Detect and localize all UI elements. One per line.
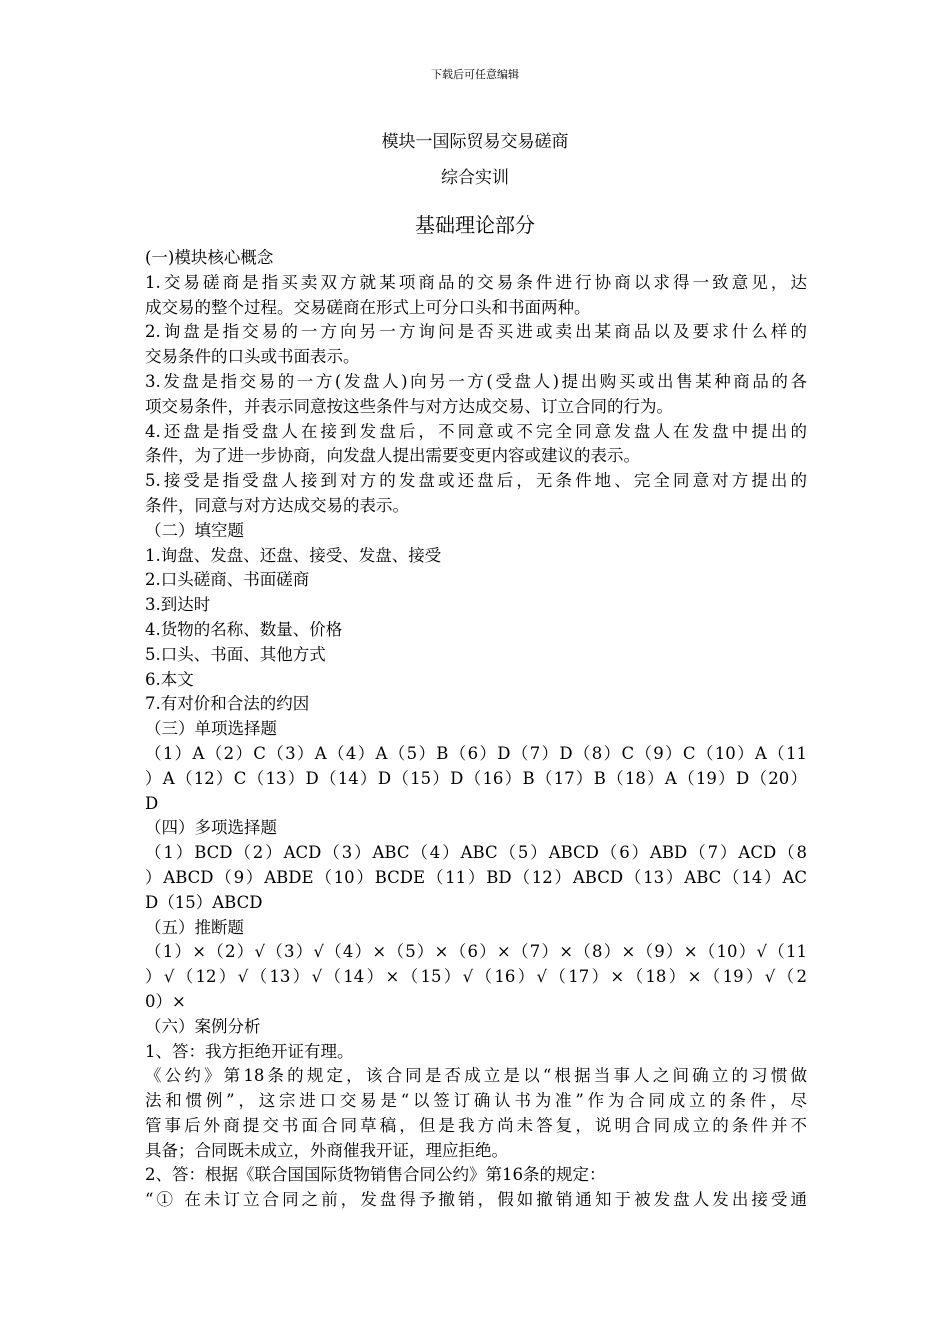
text-line: 条件，为了进一步协商，向发盘人提出需要变更内容或建议的表示。 [145,446,640,466]
text-line: D [145,793,159,813]
text-line: D（15）ABCD [145,892,263,912]
text-line: 管事后外商提交书面合同草稿，但是我方尚未答复，说明合同成立的条件并不 [145,1115,807,1135]
body-text [145,246,807,1213]
text-line: 条件，同意与对方达成交易的表示。 [145,495,409,515]
training-title: 综合实训 [441,168,509,188]
text-line: 1.交易磋商是指买卖双方就某项商品的交易条件进行协商以求得一致意见，达 [145,272,807,292]
text-line: 《公约》第18条的规定，该合同是否成立是以“根据当事人之间确立的习惯做 [145,1066,807,1086]
module-title: 模块一国际贸易交易磋商 [381,132,569,152]
text-line: 4.还盘是指受盘人在接到发盘后，不同意或不完全同意发盘人在发盘中提出的 [145,421,807,441]
text-line: 具备；合同既未成立，外商催我开证，理应拒绝。 [145,1140,508,1160]
text-line: 3.到达时 [145,595,211,615]
text-line: 6.本文 [145,669,194,689]
text-line: “① 在未订立合同之前，发盘得予撤销，假如撤销通知于被发盘人发出接受通 [145,1190,807,1210]
text-line: 7.有对价和合法的约因 [145,694,310,714]
text-line: 5.口头、书面、其他方式 [145,644,326,664]
text-line: （1）BCD（2）ACD（3）ABC（4）ABC（5）ABCD（6）ABD（7）ACD（8 [145,843,807,863]
text-line: （三）单项选择题 [145,719,277,739]
text-line: （五）推断题 [145,917,244,937]
section-title: 基础理论部分 [415,213,535,237]
text-line: ）ABCD（9）ABDE（10）BCDE（11）BD（12）ABCD（13）ABC（14）AC [145,867,807,887]
text-line: 交易条件的口头或书面表示。 [145,347,360,367]
text-line: (一)模块核心概念 [145,248,274,267]
text-line: ）A（12）C（13）D（14）D（15）D（16）B（17）B（18）A（19）D（20） [145,768,807,788]
header-note: 下载后可任意编辑 [431,68,519,81]
text-line: 5.接受是指受盘人接到对方的发盘或还盘后，无条件地、完全同意对方提出的 [145,471,807,491]
text-line: 1.询盘、发盘、还盘、接受、发盘、接受 [145,545,442,565]
text-line: 1、答：我方拒绝开证有理。 [145,1041,354,1061]
text-line: （1）×（2）√（3）√（4）×（5）×（6）×（7）×（8）×（9）×（10）√（11 [145,942,807,962]
text-line: （1）A（2）C（3）A（4）A（5）B（6）D（7）D（8）C（9）C（10）A（11 [145,743,807,763]
text-line: 4.货物的名称、数量、价格 [145,619,343,639]
text-line: 成交易的整个过程。交易磋商在形式上可分口头和书面两种。 [145,297,591,317]
text-line: ）√（12）√（13）√（14）×（15）√（16）√（17）×（18）×（19）√（2 [145,967,807,987]
text-line: 法和惯例”，这宗进口交易是“以签订确认书为准”作为合同成立的条件，尽 [145,1091,807,1111]
text-line: （二）填空题 [145,520,244,540]
text-line: （四）多项选择题 [145,818,277,838]
text-line: 3.发盘是指交易的一方(发盘人)向另一方(受盘人)提出购买或出售某种商品的各 [145,371,807,391]
text-line: 0）× [145,991,186,1011]
text-line: 2.询盘是指交易的一方向另一方询问是否买进或卖出某商品以及要求什么样的 [145,322,807,342]
text-line: 2.口头磋商、书面磋商 [145,570,310,590]
text-line: （六）案例分析 [145,1016,261,1036]
text-line: 2、答：根据《联合国国际货物销售合同公约》第16条的规定： [145,1165,606,1185]
text-line: 项交易条件，并表示同意按这些条件与对方达成交易、订立合同的行为。 [145,396,673,416]
